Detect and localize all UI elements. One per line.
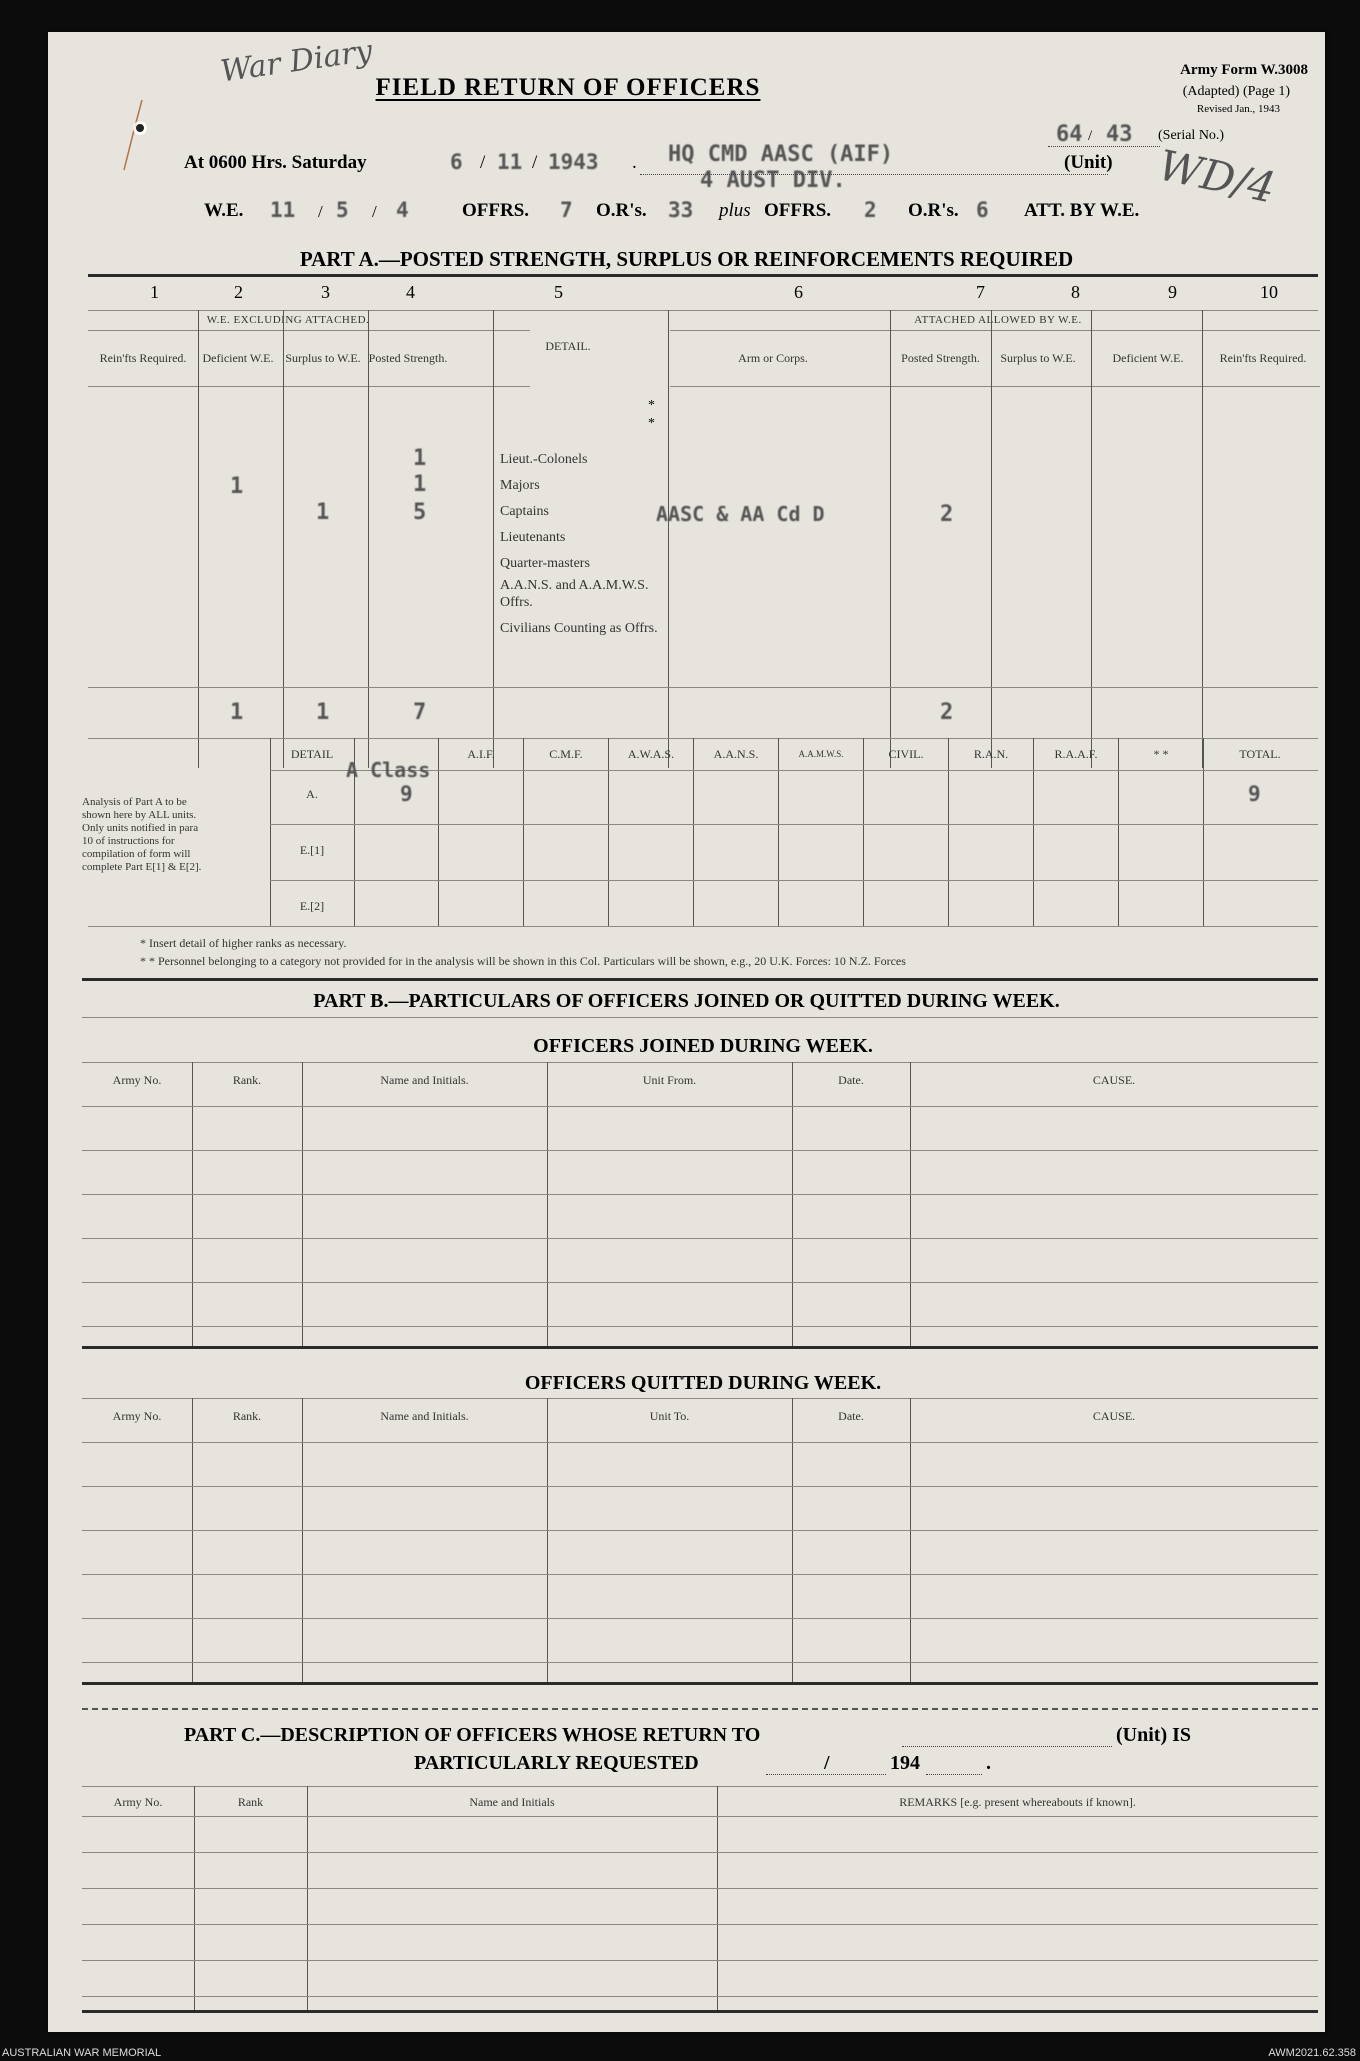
detail-civilians: Civilians Counting as Offrs. xyxy=(500,621,658,636)
offrs-label: OFFRS. xyxy=(462,200,530,221)
detail-qm: Quarter-masters xyxy=(500,556,590,571)
att-posted-value: 2 xyxy=(940,502,954,527)
analysis-total-value: 9 xyxy=(1248,782,1261,806)
army-form-number: Army Form W.3008 xyxy=(1180,62,1308,78)
we-b: 5 xyxy=(336,198,349,222)
total-posted: 7 xyxy=(413,700,427,725)
detail-lieutenants: Lieutenants xyxy=(500,530,566,545)
we-c: 4 xyxy=(396,198,409,222)
detail-majors: Majors xyxy=(500,478,540,493)
ors-value: 33 xyxy=(668,198,694,222)
total-surplus: 1 xyxy=(316,700,330,725)
analysis-header-aans: A.A.N.S. xyxy=(713,747,759,761)
serial-label: (Serial No.) xyxy=(1158,128,1225,143)
footnote-1: * Insert detail of higher ranks as necessary. xyxy=(140,936,347,950)
arm-corps-value: AASC & AA Cd D xyxy=(656,502,825,526)
form-title: FIELD RETURN OF OFFICERS xyxy=(375,74,761,101)
serial-b: 43 xyxy=(1106,122,1133,147)
at-label: At 0600 Hrs. Saturday xyxy=(184,152,367,173)
unit-name-1: HQ CMD AASC (AIF) xyxy=(668,142,894,167)
ors-label: O.R's. xyxy=(596,200,647,221)
analysis-row-a: A. xyxy=(306,787,318,801)
unit-name-2: 4 AUST DIV. xyxy=(700,168,846,193)
header-reinfts-right: Rein'fts Required. xyxy=(1219,351,1307,365)
part-c-year: 194 xyxy=(890,1752,920,1774)
quitted-title: OFFICERS QUITTED DURING WEEK. xyxy=(524,1372,882,1394)
total-deficient: 1 xyxy=(230,700,244,725)
part-a-title: PART A.—POSTED STRENGTH, SURPLUS OR REINFORCEMENTS REQUIRED xyxy=(299,247,1074,271)
deficient-majors: 1 xyxy=(230,474,244,499)
a-class-value: 9 xyxy=(400,782,413,806)
header-deficient-right: Deficient W.E. xyxy=(1112,351,1184,365)
form-revised: Revised Jan., 1943 xyxy=(1196,103,1280,115)
war-diary-note: War Diary xyxy=(218,33,375,90)
joined-table: Army No. Rank. Name and Initials. Unit From. Date. CAUSE. xyxy=(82,1062,1318,1346)
header-arm-corps: Arm or Corps. xyxy=(738,351,808,365)
group-we-excluding: W.E. EXCLUDING ATTACHED. xyxy=(206,314,370,326)
analysis-header-aif: A.I.F. xyxy=(467,747,495,761)
footer-institution: AUSTRALIAN WAR MEMORIAL xyxy=(2,2047,162,2059)
analysis-header-detail: DETAIL xyxy=(290,747,334,761)
analysis-header-other: * * xyxy=(1153,747,1169,761)
analysis-header-ran: R.A.N. xyxy=(973,747,1009,761)
quitted-table: Army No. Rank. Name and Initials. Unit To. Date. CAUSE. xyxy=(82,1398,1318,1682)
wd-note: WD/4 xyxy=(1154,140,1280,213)
analysis-header-cmf: C.M.F. xyxy=(549,747,583,761)
unit-label: (Unit) xyxy=(1064,152,1113,173)
header-reinfts-left: Rein'fts Required. xyxy=(99,351,187,365)
part-c-title-a: PART C.—DESCRIPTION OF OFFICERS WHOSE RETURN TO xyxy=(184,1724,761,1746)
footnote-2: * * Personnel belonging to a category not provided for in the analysis will be shown in this Col. Particulars will be shown, e.g., 20 U.K. Forces: 10 N.Z. Forces xyxy=(140,954,906,968)
ors2-label: O.R's. xyxy=(908,200,959,221)
part-c-table: Army No. Rank Name and Initials REMARKS [e.g. present whereabouts if known]. xyxy=(82,1786,1318,2012)
detail-captains: Captains xyxy=(500,504,549,519)
analysis-header-total: TOTAL. xyxy=(1239,747,1281,761)
analysis-header-civil: CIVIL. xyxy=(888,747,924,761)
analysis-note: Analysis of Part A to be shown here by ALL units. Only units notified in para 10 of instructions for compilation of form will complete Part E[1] & E[2]. xyxy=(82,796,202,873)
analysis-header-raaf: R.A.A.F. xyxy=(1054,747,1098,761)
date-day: 6 xyxy=(450,150,463,174)
offrs2-value: 2 xyxy=(864,198,877,222)
date-year: 1943 xyxy=(548,150,599,174)
ors2-value: 6 xyxy=(976,198,989,222)
a-class-label: A Class xyxy=(346,758,431,782)
posted-majors: 1 xyxy=(413,472,427,497)
detail-list xyxy=(500,447,660,637)
analysis-row-e2: E.[2] xyxy=(299,899,325,913)
column-numbers: 1 2 3 4 5 6 7 8 9 10 xyxy=(150,282,1278,302)
serial-a: 64 xyxy=(1056,122,1083,147)
we-label: W.E. xyxy=(204,200,244,221)
footer-accession: AWM2021.62.358 xyxy=(1268,2047,1356,2059)
analysis-row-e1: E.[1] xyxy=(299,843,325,857)
form-page: War Diary FIELD RETURN OF OFFICERS Army Form W.3008 (Adapted) (Page 1) Revised Jan., 1943 WD/4 64 / 43 (Serial No.) At 0600 Hrs. Saturday 6 / 11 / 1943 . HQ CMD AASC (AIF) 4 AUST DIV. (Unit) W.E. 11 / 5 / 4 OFFRS. 7 O.R's. 33 plus OFFRS. 2 O.R's. 6 ATT. BY W.E. PART A.—POSTED STRENGTH, SURPLUS OR REINFORCEMENTS REQUIRED 1 2 3 4 5 6 7 8 9 10 W.E. EXCLUDING ATTACHED. ATTACHED ALLOWED BY W.E. Rein'fts Required. Deficient W.E. Surplus to W.E. Posted Strength. DETAIL. Arm or Corps. Posted Strength. Surplus to W.E. Deficient W.E. Rein'fts Required. Lieut.-Colonels Majors Captains Lieutenants Quarter-masters A.A.N.S. and A.A.M.W.S. Offrs. Civilians Counting as Offrs. * * 1 1 1 1 5 AASC & AA Cd D 2 1 1 7 2 Analysis of Part A to be shown here by ALL units. Only units notified in para 10 of instructions for compilation of form will complete Part E[1] & E[2]. DETAIL A.I.F. C.M.F. A.W.A.S. A.A.N.S. A.A.M.W.S. CIVIL. R.A.N. R.A.A.F. * * TOTAL. A. E.[1] E.[2] A Class 9 9 * Insert detail of higher ranks as necessary. * * Personnel belonging to a category not provided for in the analysis will be shown in this Col. Particulars will be shown, e.g., 20 U.K. Forces: 10 N.Z. Forces PART B.—PARTICULARS OF OFFICERS JOINED OR QUITTED DURING WEEK. OFFICERS JOINED DURING WEEK. Army No. Rank. Name and Initials. Unit From. Date. CAUSE. OFFICERS QUITTED DURING WEEK. Army No. Rank. Name and Initials. Unit To. Date. CAUSE. PART C.—DESCRIPTION OF OFFICERS WHOSE RETURN TO (Unit) IS PARTICULARLY REQUESTED / 194 . Army No. Rank Name and Initials REMARKS [e.g. present whereabouts if known]. xyxy=(48,32,1325,2032)
date-month: 11 xyxy=(497,150,523,174)
detail-aans: A.A.N.S. and A.A.M.W.S. Offrs. xyxy=(500,578,649,610)
analysis-header-awas: A.W.A.S. xyxy=(627,747,675,761)
analysis-header-aamws: A.A.M.W.S. xyxy=(798,749,844,759)
part-b-title: PART B.—PARTICULARS OF OFFICERS JOINED OR QUITTED DURING WEEK. xyxy=(313,990,1060,1012)
total-att-posted: 2 xyxy=(940,700,954,725)
detail-ltcol: Lieut.-Colonels xyxy=(500,452,588,467)
offrs-value: 7 xyxy=(560,198,573,222)
offrs2-label: OFFRS. xyxy=(764,200,832,221)
part-c-title-c: PARTICULARLY REQUESTED xyxy=(414,1752,699,1774)
header-surplus-left: Surplus to W.E. xyxy=(285,351,361,365)
posted-ltcol: 1 xyxy=(413,446,427,471)
we-a: 11 xyxy=(270,198,296,222)
surplus-captains: 1 xyxy=(316,500,330,525)
att-label: ATT. BY W.E. xyxy=(1024,200,1140,221)
header-posted-left: Posted Strength. xyxy=(368,351,448,365)
form-adapted: (Adapted) (Page 1) xyxy=(1182,84,1290,99)
plus-label: plus xyxy=(719,200,751,221)
header-detail: DETAIL. xyxy=(545,339,591,353)
part-c-title-b: (Unit) IS xyxy=(1116,1724,1192,1746)
group-attached-allowed: ATTACHED ALLOWED BY W.E. xyxy=(914,314,1082,326)
posted-captains: 5 xyxy=(413,500,427,525)
punch-mark-icon xyxy=(120,100,150,140)
header-posted-right: Posted Strength. xyxy=(901,351,980,365)
joined-title: OFFICERS JOINED DURING WEEK. xyxy=(533,1035,873,1057)
header-deficient-left: Deficient W.E. xyxy=(202,351,274,365)
header-surplus-right: Surplus to W.E. xyxy=(1000,351,1076,365)
